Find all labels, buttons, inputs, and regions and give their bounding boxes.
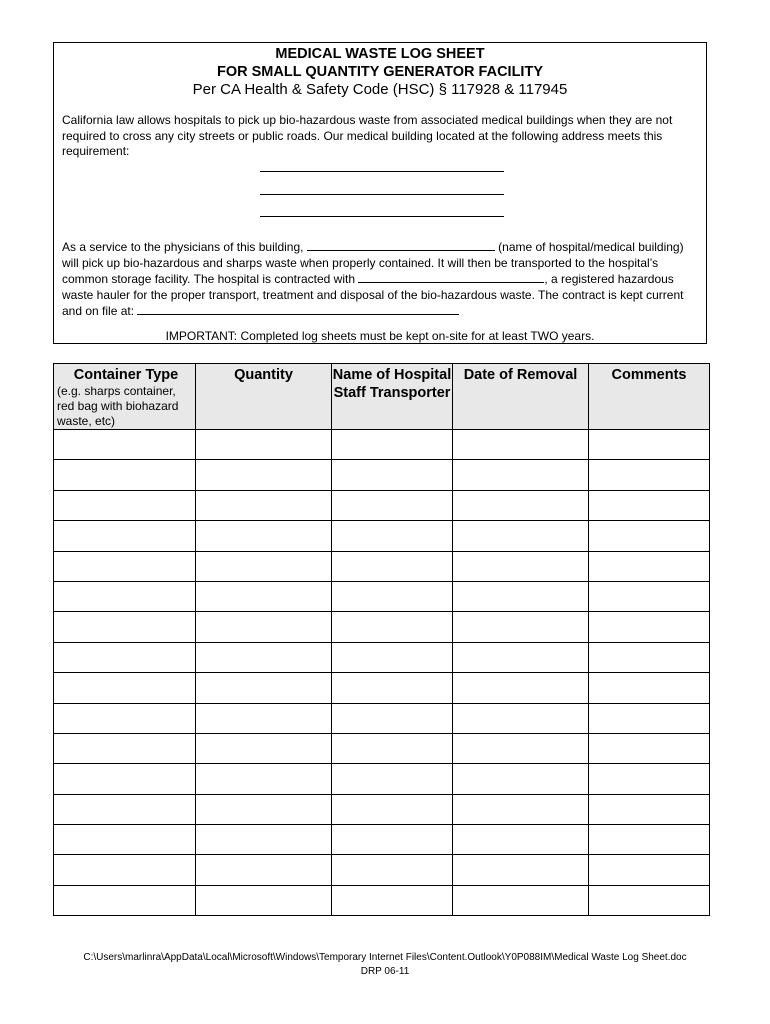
quantity-cell[interactable] (196, 825, 332, 855)
table-row (54, 825, 710, 855)
date-of-removal-cell[interactable] (453, 794, 589, 824)
service-text-2: (name of hospital/medical building) will pick up bio-hazardous and sharps waste when properly contained. It will then be transported to the hospital’s common storage facility. The hospital is contracted with (62, 240, 684, 286)
table-row (54, 430, 710, 460)
transporter-cell[interactable] (332, 581, 453, 611)
quantity-cell[interactable] (196, 794, 332, 824)
date-of-removal-cell[interactable] (453, 703, 589, 733)
document-title: MEDICAL WASTE LOG SHEET (275, 46, 485, 62)
transporter-cell[interactable] (332, 642, 453, 672)
date-of-removal-cell[interactable] (453, 430, 589, 460)
column-header-quantity: Quantity (196, 364, 332, 430)
date-of-removal-cell[interactable] (453, 733, 589, 763)
container-type-cell[interactable] (54, 430, 196, 460)
column-header-transporter: Name of Hospital Staff Transporter (332, 364, 453, 430)
transporter-cell[interactable] (332, 521, 453, 551)
address-line-2[interactable] (260, 194, 504, 195)
container-type-cell[interactable] (54, 825, 196, 855)
transporter-cell[interactable] (332, 825, 453, 855)
contract-location-blank[interactable] (137, 303, 459, 315)
date-of-removal-cell[interactable] (453, 490, 589, 520)
column-header-comments: Comments (589, 364, 710, 430)
comments-cell[interactable] (589, 490, 710, 520)
date-of-removal-cell[interactable] (453, 612, 589, 642)
date-of-removal-cell[interactable] (453, 673, 589, 703)
address-line-3[interactable] (260, 216, 504, 217)
document-subtitle: FOR SMALL QUANTITY GENERATOR FACILITY (217, 64, 543, 80)
transporter-cell[interactable] (332, 733, 453, 763)
column-header-container-type (54, 364, 196, 430)
table-row (54, 460, 710, 490)
comments-cell[interactable] (589, 551, 710, 581)
comments-cell[interactable] (589, 855, 710, 885)
service-text-3: , a registered hazardous waste hauler for the proper transport, treatment and disposal of the bio-hazardous waste. The contract is kept current and on file at: (62, 272, 684, 318)
table-row (54, 490, 710, 520)
document-code: DRP 06-11 (360, 966, 410, 977)
comments-cell[interactable] (589, 521, 710, 551)
date-of-removal-cell[interactable] (453, 855, 589, 885)
container-type-cell[interactable] (54, 460, 196, 490)
waste-log-table (53, 363, 710, 916)
date-of-removal-cell[interactable] (453, 642, 589, 672)
container-type-cell[interactable] (54, 490, 196, 520)
transporter-cell[interactable] (332, 490, 453, 520)
table-row (54, 794, 710, 824)
comments-cell[interactable] (589, 885, 710, 915)
quantity-cell[interactable] (196, 885, 332, 915)
table-row (54, 521, 710, 551)
comments-cell[interactable] (589, 581, 710, 611)
quantity-cell[interactable] (196, 703, 332, 733)
table-row (54, 733, 710, 763)
table-row (54, 551, 710, 581)
transporter-cell[interactable] (332, 430, 453, 460)
date-of-removal-cell[interactable] (453, 460, 589, 490)
quantity-cell[interactable] (196, 521, 332, 551)
table-row (54, 764, 710, 794)
comments-cell[interactable] (589, 703, 710, 733)
column-header-date-of-removal: Date of Removal (453, 364, 589, 430)
date-of-removal-cell[interactable] (453, 825, 589, 855)
important-notice: IMPORTANT: Completed log sheets must be kept on-site for at least TWO years. (165, 329, 595, 343)
date-of-removal-cell[interactable] (453, 581, 589, 611)
container-type-cell[interactable] (54, 764, 196, 794)
container-type-cell[interactable] (54, 733, 196, 763)
comments-cell[interactable] (589, 642, 710, 672)
address-line-1[interactable] (260, 171, 504, 172)
transporter-cell[interactable] (332, 703, 453, 733)
transporter-cell[interactable] (332, 794, 453, 824)
table-row (54, 855, 710, 885)
comments-cell[interactable] (589, 460, 710, 490)
table-body (54, 430, 710, 916)
table-row (54, 581, 710, 611)
code-reference: Per CA Health & Safety Code (HSC) § 117928 & 117945 (192, 81, 568, 98)
quantity-cell[interactable] (196, 642, 332, 672)
service-paragraph (62, 239, 702, 320)
file-path: C:\Users\marlinra\AppData\Local\Microsoft\Windows\Temporary Internet Files\Content.Outlook\Y0P088IM\Medical Waste Log Sheet.doc (83, 952, 687, 963)
table-row (54, 673, 710, 703)
comments-cell[interactable] (589, 430, 710, 460)
transporter-cell[interactable] (332, 460, 453, 490)
quantity-cell[interactable] (196, 855, 332, 885)
table-row (54, 703, 710, 733)
service-text-1: As a service to the physicians of this building, (62, 240, 304, 254)
date-of-removal-cell[interactable] (453, 885, 589, 915)
comments-cell[interactable] (589, 612, 710, 642)
header-box (53, 42, 707, 344)
date-of-removal-cell[interactable] (453, 521, 589, 551)
transporter-cell[interactable] (332, 612, 453, 642)
container-type-cell[interactable] (54, 855, 196, 885)
transporter-cell[interactable] (332, 673, 453, 703)
quantity-cell[interactable] (196, 551, 332, 581)
column-label: Container Type (73, 367, 179, 383)
building-name-blank[interactable] (307, 239, 495, 251)
container-type-cell[interactable] (54, 703, 196, 733)
container-type-cell[interactable] (54, 794, 196, 824)
comments-cell[interactable] (589, 733, 710, 763)
transporter-cell[interactable] (332, 551, 453, 581)
quantity-cell[interactable] (196, 581, 332, 611)
hauler-name-blank[interactable] (358, 271, 544, 283)
date-of-removal-cell[interactable] (453, 764, 589, 794)
quantity-cell[interactable] (196, 733, 332, 763)
container-type-cell[interactable] (54, 642, 196, 672)
quantity-cell[interactable] (196, 430, 332, 460)
container-type-cell[interactable] (54, 612, 196, 642)
quantity-cell[interactable] (196, 764, 332, 794)
transporter-cell[interactable] (332, 885, 453, 915)
container-type-cell[interactable] (54, 581, 196, 611)
quantity-cell[interactable] (196, 673, 332, 703)
container-type-cell[interactable] (54, 673, 196, 703)
comments-cell[interactable] (589, 825, 710, 855)
container-type-cell[interactable] (54, 551, 196, 581)
column-sublabel: (e.g. sharps container, red bag with biohazard waste, etc) (57, 384, 179, 428)
quantity-cell[interactable] (196, 612, 332, 642)
container-type-cell[interactable] (54, 885, 196, 915)
comments-cell[interactable] (589, 673, 710, 703)
comments-cell[interactable] (589, 764, 710, 794)
table-row (54, 612, 710, 642)
table-header-row (54, 364, 710, 430)
comments-cell[interactable] (589, 794, 710, 824)
transporter-cell[interactable] (332, 764, 453, 794)
table-row (54, 885, 710, 915)
quantity-cell[interactable] (196, 460, 332, 490)
date-of-removal-cell[interactable] (453, 551, 589, 581)
table-row (54, 642, 710, 672)
transporter-cell[interactable] (332, 855, 453, 885)
quantity-cell[interactable] (196, 490, 332, 520)
intro-paragraph: California law allows hospitals to pick up bio-hazardous waste from associated medical buildings when they are not required to cross any city streets or public roads. Our medical building located at the following address meets this requirement: (62, 113, 673, 158)
container-type-cell[interactable] (54, 521, 196, 551)
